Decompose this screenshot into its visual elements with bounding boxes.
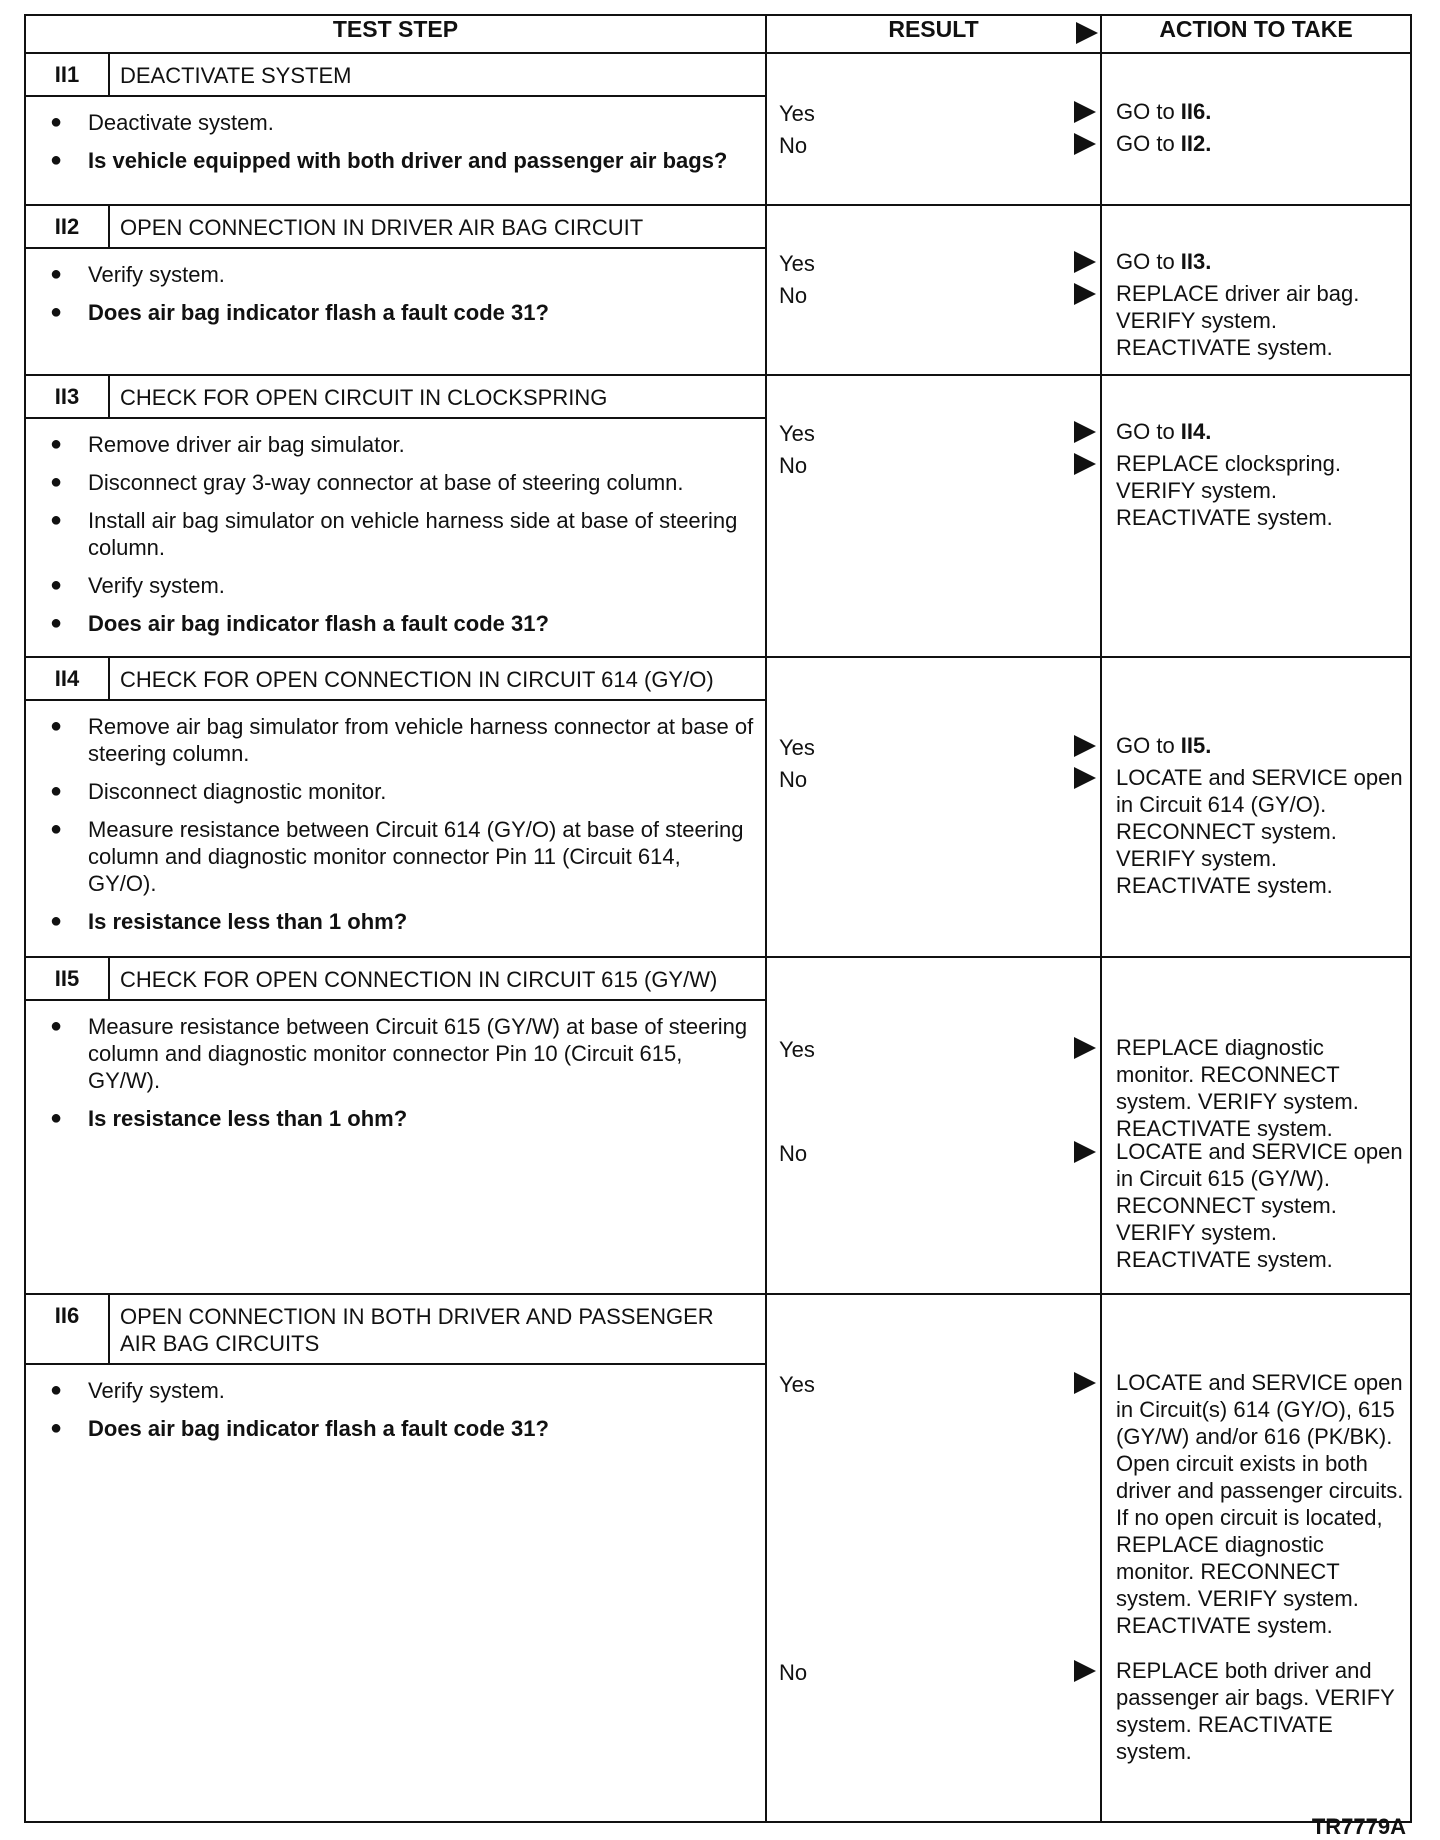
step-body bbox=[26, 1365, 765, 1461]
bullet-text: Disconnect gray 3-way connector at base of steering column. bbox=[88, 470, 684, 495]
step-bullet bbox=[50, 507, 755, 561]
result-label: Yes bbox=[779, 101, 815, 126]
step-head bbox=[26, 658, 765, 701]
bullet-icon: ● bbox=[50, 1417, 63, 1439]
step-cell bbox=[25, 957, 766, 1294]
bullet-text: Disconnect diagnostic monitor. bbox=[88, 779, 387, 804]
step-row bbox=[25, 375, 1411, 657]
bullet-icon: ● bbox=[50, 715, 63, 737]
action-cell bbox=[1101, 205, 1411, 375]
bullet-text: Verify system. bbox=[88, 1378, 225, 1403]
step-head bbox=[26, 206, 765, 249]
action-prefix: LOCATE and SERVICE open in Circuit(s) 614 (GY/O), 615 (GY/W) and/or 616 (PK/BK). Open circuit exists in both driver and passenger circuits. If no open circuit is located, REPLACE diagnostic monitor. RECONNECT system. VERIFY system. REACTIVATE system. bbox=[1116, 1370, 1404, 1638]
step-id: II2 bbox=[26, 206, 110, 247]
action-step-ref: II5. bbox=[1180, 733, 1212, 758]
bullet-text: Remove air bag simulator from vehicle harness connector at base of steering column. bbox=[88, 714, 754, 766]
step-row bbox=[25, 957, 1411, 1294]
step-bullet bbox=[50, 713, 755, 767]
header-test-step: TEST STEP bbox=[25, 15, 766, 53]
step-body bbox=[26, 701, 765, 954]
arrow-right-icon bbox=[1074, 767, 1096, 789]
step-bullet bbox=[50, 610, 755, 637]
bullet-text: Deactivate system. bbox=[88, 110, 274, 135]
table-header-row bbox=[25, 15, 1411, 53]
bullet-icon: ● bbox=[50, 1107, 63, 1129]
action-text bbox=[1116, 130, 1406, 157]
header-action bbox=[1101, 15, 1411, 53]
action-cell bbox=[1101, 957, 1411, 1294]
arrow-right-icon bbox=[1074, 1037, 1096, 1059]
action-cell bbox=[1101, 375, 1411, 657]
step-bullet bbox=[50, 299, 755, 326]
result-label: No bbox=[779, 1141, 808, 1166]
result-label: Yes bbox=[779, 421, 815, 446]
bullet-icon: ● bbox=[50, 1379, 63, 1401]
bullet-icon: ● bbox=[50, 612, 63, 634]
step-row bbox=[25, 205, 1411, 375]
result-label: No bbox=[779, 767, 808, 792]
action-text bbox=[1116, 732, 1406, 759]
action-prefix: GO to bbox=[1116, 249, 1181, 274]
bullet-text: Verify system. bbox=[88, 262, 225, 287]
action-cell bbox=[1101, 53, 1411, 205]
arrow-right-icon bbox=[1074, 101, 1096, 123]
bullet-text: Verify system. bbox=[88, 573, 225, 598]
step-title: OPEN CONNECTION IN DRIVER AIR BAG CIRCUIT bbox=[120, 215, 644, 240]
step-bullet bbox=[50, 469, 755, 496]
action-text bbox=[1116, 764, 1406, 899]
figure-reference: TR7779A bbox=[1311, 1814, 1406, 1839]
bullet-text: Is vehicle equipped with both driver and passenger air bags? bbox=[88, 148, 728, 173]
step-id: II3 bbox=[26, 376, 110, 417]
action-text bbox=[1116, 280, 1406, 361]
result-cell bbox=[766, 1294, 1101, 1822]
action-cell bbox=[1101, 1294, 1411, 1822]
result-label: Yes bbox=[779, 1372, 815, 1397]
step-title: CHECK FOR OPEN CONNECTION IN CIRCUIT 614 (GY/O) bbox=[120, 667, 714, 692]
action-text bbox=[1116, 98, 1406, 125]
result-cell bbox=[766, 375, 1101, 657]
result-cell bbox=[766, 957, 1101, 1294]
step-bullet bbox=[50, 1377, 755, 1404]
arrow-right-icon bbox=[1074, 283, 1096, 305]
action-text bbox=[1116, 418, 1406, 445]
result-label: No bbox=[779, 453, 808, 478]
action-text bbox=[1116, 1138, 1406, 1273]
step-title: OPEN CONNECTION IN BOTH DRIVER AND PASSENGER AIR BAG CIRCUITS bbox=[120, 1304, 714, 1356]
step-bullet bbox=[50, 431, 755, 458]
step-id: II1 bbox=[26, 54, 110, 95]
step-bullet bbox=[50, 1415, 755, 1442]
bullet-text: Install air bag simulator on vehicle harness side at base of steering column. bbox=[88, 508, 738, 560]
bullet-text: Is resistance less than 1 ohm? bbox=[88, 909, 408, 934]
step-cell bbox=[25, 375, 766, 657]
action-text bbox=[1116, 1034, 1406, 1142]
step-cell bbox=[25, 53, 766, 205]
step-head bbox=[26, 958, 765, 1001]
header-result: RESULT bbox=[766, 15, 1101, 53]
action-prefix: REPLACE diagnostic monitor. RECONNECT system. VERIFY system. REACTIVATE system. bbox=[1116, 1035, 1359, 1141]
step-row bbox=[25, 1294, 1411, 1822]
step-bullet bbox=[50, 816, 755, 897]
bullet-icon: ● bbox=[50, 111, 63, 133]
result-label: No bbox=[779, 1660, 808, 1685]
action-text bbox=[1116, 450, 1406, 531]
action-text bbox=[1116, 1657, 1406, 1765]
action-step-ref: II6. bbox=[1180, 99, 1212, 124]
step-bullet bbox=[50, 261, 755, 288]
diagnostic-table bbox=[24, 14, 1412, 1823]
step-row bbox=[25, 657, 1411, 957]
step-title: DEACTIVATE SYSTEM bbox=[120, 63, 352, 88]
bullet-icon: ● bbox=[50, 780, 63, 802]
action-prefix: GO to bbox=[1116, 419, 1181, 444]
bullet-icon: ● bbox=[50, 574, 63, 596]
action-step-ref: II4. bbox=[1180, 419, 1212, 444]
action-prefix: REPLACE driver air bag. VERIFY system. REACTIVATE system. bbox=[1116, 281, 1360, 360]
result-label: Yes bbox=[779, 1037, 815, 1062]
action-prefix: GO to bbox=[1116, 131, 1181, 156]
action-cell bbox=[1101, 657, 1411, 957]
bullet-icon: ● bbox=[50, 471, 63, 493]
arrow-right-icon bbox=[1074, 735, 1096, 757]
result-cell bbox=[766, 53, 1101, 205]
step-id: II4 bbox=[26, 658, 110, 699]
arrow-right-icon bbox=[1074, 251, 1096, 273]
step-body bbox=[26, 249, 765, 345]
arrow-right-icon bbox=[1074, 133, 1096, 155]
bullet-icon: ● bbox=[50, 263, 63, 285]
step-cell bbox=[25, 657, 766, 957]
action-text bbox=[1116, 1369, 1406, 1639]
step-body bbox=[26, 419, 765, 656]
action-prefix: GO to bbox=[1116, 99, 1181, 124]
action-prefix: LOCATE and SERVICE open in Circuit 615 (GY/W). RECONNECT system. VERIFY system. REACTIVATE system. bbox=[1116, 1139, 1403, 1272]
step-title: CHECK FOR OPEN CIRCUIT IN CLOCKSPRING bbox=[120, 385, 608, 410]
bullet-icon: ● bbox=[50, 818, 63, 840]
diagnostic-page bbox=[24, 14, 1410, 1839]
bullet-text: Does air bag indicator flash a fault code 31? bbox=[88, 1416, 549, 1441]
step-body bbox=[26, 97, 765, 193]
bullet-icon: ● bbox=[50, 149, 63, 171]
header-action-label: ACTION TO TAKE bbox=[1159, 16, 1353, 42]
step-bullet bbox=[50, 572, 755, 599]
step-cell bbox=[25, 205, 766, 375]
bullet-icon: ● bbox=[50, 1015, 63, 1037]
step-bullet bbox=[50, 778, 755, 805]
arrow-right-icon bbox=[1074, 453, 1096, 475]
bullet-icon: ● bbox=[50, 433, 63, 455]
action-step-ref: II3. bbox=[1180, 249, 1212, 274]
arrow-right-icon bbox=[1074, 1141, 1096, 1163]
step-id: II5 bbox=[26, 958, 110, 999]
bullet-icon: ● bbox=[50, 509, 63, 531]
step-title: CHECK FOR OPEN CONNECTION IN CIRCUIT 615 (GY/W) bbox=[120, 967, 718, 992]
step-bullet bbox=[50, 1013, 755, 1094]
step-head bbox=[26, 376, 765, 419]
step-bullet bbox=[50, 147, 755, 174]
step-bullet bbox=[50, 109, 755, 136]
action-step-ref: II2. bbox=[1180, 131, 1212, 156]
action-text bbox=[1116, 248, 1406, 275]
header-arrow-icon bbox=[1076, 22, 1098, 44]
step-bullet bbox=[50, 1105, 755, 1132]
arrow-right-icon bbox=[1074, 421, 1096, 443]
arrow-right-icon bbox=[1074, 1660, 1096, 1682]
bullet-icon: ● bbox=[50, 301, 63, 323]
step-head bbox=[26, 54, 765, 97]
result-cell bbox=[766, 657, 1101, 957]
step-bullet bbox=[50, 908, 755, 935]
bullet-text: Does air bag indicator flash a fault code 31? bbox=[88, 300, 549, 325]
step-head bbox=[26, 1295, 765, 1365]
action-prefix: REPLACE both driver and passenger air bags. VERIFY system. REACTIVATE system. bbox=[1116, 1658, 1395, 1764]
bullet-text: Measure resistance between Circuit 615 (GY/W) at base of steering column and diagnostic monitor connector Pin 10 (Circuit 615, GY/W). bbox=[88, 1014, 748, 1093]
bullet-text: Is resistance less than 1 ohm? bbox=[88, 1106, 408, 1131]
arrow-right-icon bbox=[1074, 1372, 1096, 1394]
bullet-text: Remove driver air bag simulator. bbox=[88, 432, 405, 457]
result-label: No bbox=[779, 133, 808, 158]
action-prefix: LOCATE and SERVICE open in Circuit 614 (GY/O). RECONNECT system. VERIFY system. REACTIVATE system. bbox=[1116, 765, 1403, 898]
bullet-text: Measure resistance between Circuit 614 (GY/O) at base of steering column and diagnostic monitor connector Pin 11 (Circuit 614, GY/O). bbox=[88, 817, 744, 896]
step-row bbox=[25, 53, 1411, 205]
action-prefix: REPLACE clockspring. VERIFY system. REACTIVATE system. bbox=[1116, 451, 1341, 530]
bullet-icon: ● bbox=[50, 910, 63, 932]
result-label: No bbox=[779, 283, 808, 308]
result-label: Yes bbox=[779, 735, 815, 760]
step-body bbox=[26, 1001, 765, 1151]
step-id: II6 bbox=[26, 1295, 110, 1363]
bullet-text: Does air bag indicator flash a fault code 31? bbox=[88, 611, 549, 636]
step-cell bbox=[25, 1294, 766, 1822]
action-prefix: GO to bbox=[1116, 733, 1181, 758]
result-cell bbox=[766, 205, 1101, 375]
result-label: Yes bbox=[779, 251, 815, 276]
